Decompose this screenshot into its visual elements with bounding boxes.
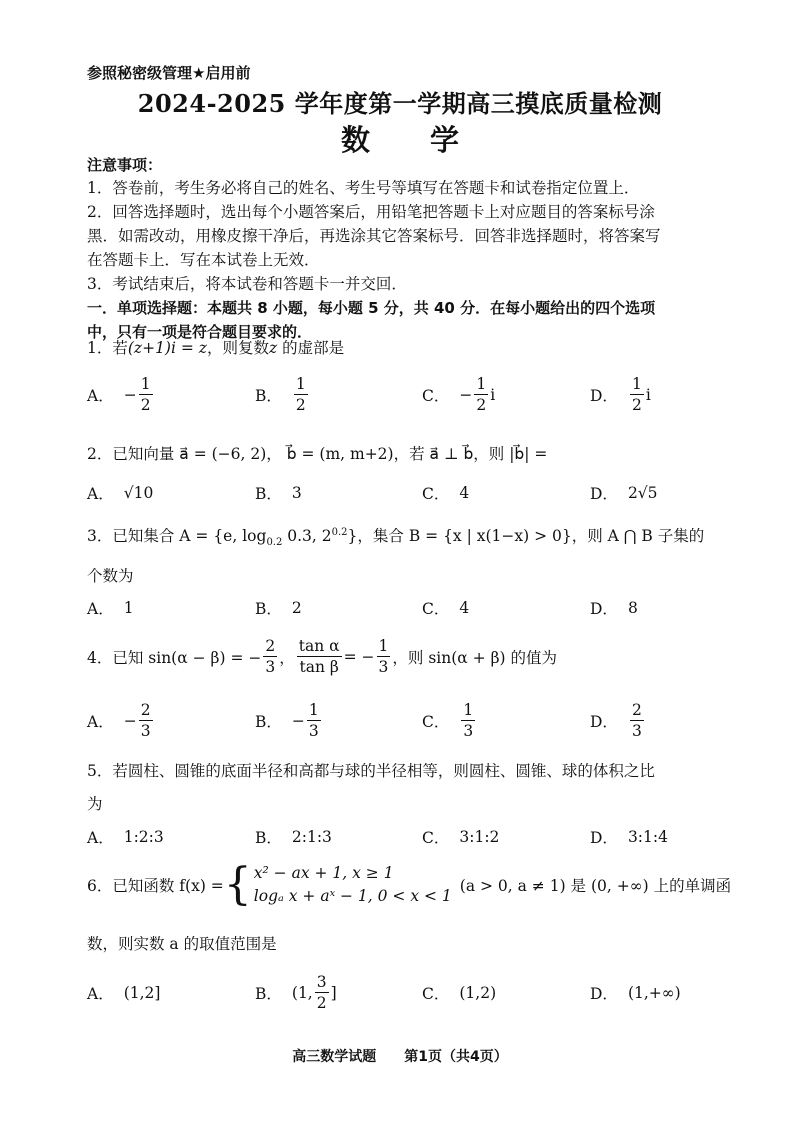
- fraction-numerator: 2: [140, 701, 151, 719]
- section-heading-line-1: 一．单项选择题：本题共 8 小题，每小题 5 分，共 40 分．在每小题给出的四个选项: [87, 299, 656, 317]
- option-label: A．: [87, 600, 114, 618]
- option-sign: −: [459, 385, 473, 404]
- section-heading-line-2: 中，只有一项是符合题目要求的．: [87, 323, 313, 341]
- fraction-denominator: 3: [631, 722, 642, 740]
- question-2: 2．已知向量 a⃗ = (−6, 2)， b⃗ = (m, m+2)，若 a⃗ ⊥ b⃗，则 |b⃗| =: [87, 445, 548, 463]
- piecewise-brace-icon: {: [223, 859, 252, 910]
- subject-char-2: 学: [430, 123, 460, 157]
- page-footer: 高三数学试题 第1页（共4页）: [292, 1049, 508, 1065]
- option-fraction: [315, 972, 329, 1013]
- q6-case-2: logₐ x + aˣ − 1, 0 < x < 1: [253, 887, 452, 905]
- question-6: [87, 859, 732, 910]
- option-suffix: i: [490, 385, 496, 404]
- q1-variable: z: [268, 339, 278, 357]
- option-label: C．: [422, 712, 450, 731]
- q1-option-c[interactable]: [422, 374, 495, 415]
- q3-option-b[interactable]: [255, 597, 302, 619]
- q4-fraction-1: [263, 636, 277, 677]
- q6-option-c[interactable]: [422, 982, 496, 1004]
- option-label: B．: [255, 712, 282, 731]
- notice-item-2-line-1: 2．回答选择题时，选出每个小题答案后，用铅笔把答题卡上对应题目的答案标号涂: [87, 203, 655, 221]
- q1-option-d[interactable]: [590, 374, 651, 415]
- q4-prefix: 4．已知 sin(α − β) = −: [87, 648, 262, 667]
- q1-suffix: 的虚部是: [277, 339, 345, 357]
- fraction-denominator: 3: [140, 722, 151, 740]
- option-value: 1: [123, 599, 134, 617]
- piecewise-cases: [254, 862, 452, 908]
- fraction-numerator: tan α: [298, 637, 340, 655]
- option-label: A．: [87, 485, 114, 503]
- option-fraction: [474, 374, 488, 415]
- question-5-line-2: 为: [87, 795, 103, 813]
- option-value: √10: [123, 484, 154, 502]
- q3-text-b: 0.3, 2: [282, 527, 332, 545]
- fraction-numerator: 1: [140, 375, 151, 393]
- option-fraction: [139, 700, 153, 741]
- option-fraction: [139, 374, 153, 415]
- option-value: 4: [459, 599, 470, 617]
- option-label: D．: [590, 386, 618, 405]
- q3-text-a: 3．已知集合 A = {e, log: [87, 527, 267, 545]
- option-label: B．: [255, 600, 282, 618]
- fraction-numerator: 1: [295, 375, 306, 393]
- subject-char-1: 数: [340, 123, 370, 157]
- q1-prefix: 1．若: [87, 339, 128, 357]
- notice-item-2-line-2: 黑．如需改动，用橡皮擦干净后，再选涂其它答案标号．回答非选择题时，将答案写: [87, 227, 661, 245]
- question-1: [87, 336, 344, 358]
- option-label: C．: [422, 985, 450, 1003]
- q4-comma: ，: [279, 648, 295, 667]
- q4-equals: = −: [343, 647, 375, 666]
- fraction-denominator: 3: [463, 722, 474, 740]
- option-label: A．: [87, 985, 114, 1003]
- option-value: 2: [291, 599, 302, 617]
- option-prefix: (1,: [291, 983, 313, 1002]
- option-sign: −: [123, 385, 137, 404]
- option-value: 3:1:4: [627, 828, 668, 846]
- q5-option-a[interactable]: [87, 826, 164, 848]
- q3-option-c[interactable]: [422, 597, 469, 619]
- fraction-numerator: 3: [316, 973, 327, 991]
- q5-option-d[interactable]: [590, 826, 668, 848]
- q1-option-b[interactable]: [255, 374, 310, 415]
- q6-prefix: 6．已知函数 f(x) =: [87, 877, 224, 895]
- question-6-line-2: 数，则实数 a 的取值范围是: [87, 935, 277, 953]
- option-value: (1,2): [459, 984, 497, 1002]
- q6-option-b[interactable]: [255, 972, 337, 1013]
- notice-item-3: 3．考试结束后，将本试卷和答题卡一并交回．: [87, 275, 407, 293]
- fraction-numerator: 2: [265, 637, 276, 655]
- fraction-numerator: 1: [378, 637, 389, 655]
- option-suffix: i: [645, 385, 651, 404]
- secrecy-label: 参照秘密级管理★启用前: [87, 64, 251, 82]
- notice-item-1: 1．答卷前，考生务必将自己的姓名、考生号等填写在答题卡和试卷指定位置上．: [87, 179, 640, 197]
- option-label: C．: [422, 386, 450, 405]
- q3-log-base: 0.2: [266, 537, 283, 549]
- option-label: D．: [590, 985, 618, 1003]
- q4-fraction-2: [297, 636, 342, 677]
- option-label: D．: [590, 600, 618, 618]
- option-value: 3:1:2: [459, 828, 500, 846]
- option-label: A．: [87, 829, 114, 847]
- option-fraction: [630, 700, 644, 741]
- option-value: 1:2:3: [123, 828, 164, 846]
- q2-option-b[interactable]: [255, 482, 302, 504]
- option-fraction: [461, 700, 475, 741]
- option-label: C．: [422, 600, 450, 618]
- fraction-denominator: 2: [631, 396, 642, 414]
- q1-option-a[interactable]: [87, 374, 155, 415]
- q4-suffix: ，则 sin(α + β) 的值为: [392, 648, 558, 667]
- option-value: 2:1:3: [291, 828, 332, 846]
- option-value: (1,+∞): [627, 984, 681, 1002]
- q6-case-1: x² − ax + 1, x ≥ 1: [253, 864, 394, 882]
- notice-heading: 注意事项：: [87, 156, 163, 174]
- option-suffix: ]: [330, 983, 337, 1002]
- option-label: B．: [255, 386, 282, 405]
- option-value: 4: [459, 484, 470, 502]
- option-fraction: [630, 374, 644, 415]
- fraction-denominator: 2: [476, 396, 487, 414]
- option-label: D．: [590, 485, 618, 503]
- q2-option-a[interactable]: [87, 482, 153, 504]
- option-fraction: [307, 700, 321, 741]
- q1-middle: ，则复数: [206, 339, 269, 357]
- option-label: B．: [255, 485, 282, 503]
- fraction-denominator: 2: [316, 994, 327, 1012]
- option-fraction: [294, 374, 308, 415]
- fraction-numerator: 1: [308, 701, 319, 719]
- q3-option-a[interactable]: [87, 597, 134, 619]
- question-3-line-1: [87, 524, 704, 548]
- q3-option-d[interactable]: [590, 597, 638, 619]
- q4-fraction-3: [377, 636, 391, 677]
- option-label: D．: [590, 712, 618, 731]
- q5-option-b[interactable]: [255, 826, 332, 848]
- option-sign: −: [291, 711, 305, 730]
- exam-title: 2024-2025 学年度第一学期高三摸底质量检测: [137, 89, 663, 118]
- option-label: D．: [590, 829, 618, 847]
- fraction-numerator: 2: [631, 701, 642, 719]
- fraction-denominator: 3: [265, 658, 276, 676]
- fraction-denominator: 3: [378, 658, 389, 676]
- option-label: B．: [255, 984, 282, 1003]
- fraction-denominator: 2: [295, 396, 306, 414]
- q3-exponent: 0.2: [331, 526, 348, 538]
- option-value: 3: [291, 484, 302, 502]
- q1-expression: (z+1)i = z: [127, 339, 207, 357]
- notice-item-2-line-3: 在答题卡上．写在本试卷上无效．: [87, 251, 320, 269]
- question-4: [87, 636, 557, 677]
- option-label: A．: [87, 712, 114, 731]
- fraction-denominator: 3: [308, 722, 319, 740]
- fraction-numerator: 1: [631, 375, 642, 393]
- q3-text-c: }，集合 B = {x | x(1−x) > 0}，则 A ⋂ B 子集的: [347, 527, 705, 545]
- q2-option-d[interactable]: [590, 482, 658, 504]
- q6-option-d[interactable]: [590, 982, 681, 1004]
- option-value: 2√5: [627, 484, 658, 502]
- q4-option-d[interactable]: [590, 700, 646, 741]
- fraction-denominator: tan β: [299, 658, 339, 676]
- option-label: A．: [87, 386, 114, 405]
- option-value: (1,2]: [123, 984, 161, 1002]
- q4-option-c[interactable]: [422, 700, 477, 741]
- option-value: 8: [627, 599, 638, 617]
- q6-option-a[interactable]: [87, 982, 160, 1004]
- q4-option-b[interactable]: [255, 700, 323, 741]
- q4-option-a[interactable]: [87, 700, 155, 741]
- question-3-line-2: 个数为: [87, 567, 134, 585]
- q2-option-c[interactable]: [422, 482, 469, 504]
- q6-suffix: (a > 0, a ≠ 1) 是 (0, +∞) 上的单调函: [459, 877, 732, 895]
- question-5-line-1: 5．若圆柱、圆锥的底面半径和高都与球的半径相等，则圆柱、圆锥、球的体积之比: [87, 762, 655, 780]
- q5-option-c[interactable]: [422, 826, 499, 848]
- option-label: B．: [255, 829, 282, 847]
- option-label: C．: [422, 829, 450, 847]
- option-sign: −: [123, 711, 137, 730]
- fraction-numerator: 1: [463, 701, 474, 719]
- option-label: C．: [422, 485, 450, 503]
- fraction-denominator: 2: [140, 396, 151, 414]
- fraction-numerator: 1: [476, 375, 487, 393]
